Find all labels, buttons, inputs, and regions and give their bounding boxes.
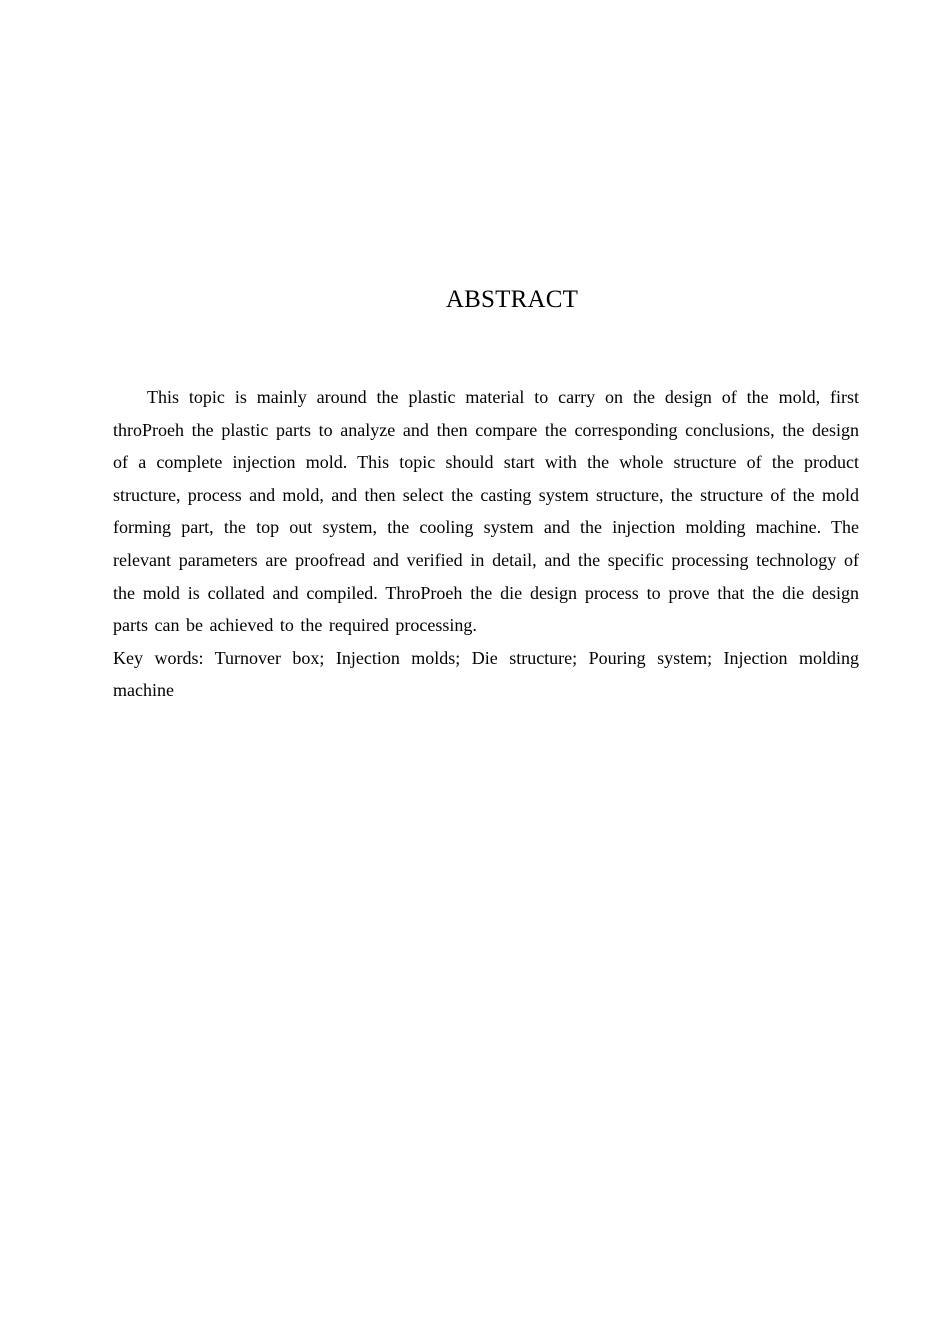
abstract-paragraph: This topic is mainly around the plastic material to carry on the design of the mold, first throProeh the plastic parts to analyze and then compare the corresponding conclusions, the design of a complete injection mold. This topic should start with the whole structure of the product structure, process and mold, and then select the casting system structure, the structure of the mold forming part, the top out system, the cooling system and the injection molding machine. The relevant parameters are proofread and verified in detail, and the specific processing technology of the mold is collated and compiled. ThroProeh the die design process to prove that the die design parts can be achieved to the required processing.	[113, 387, 859, 636]
keywords-line	[113, 642, 859, 707]
abstract-body	[113, 381, 859, 707]
keywords-label: Key words:	[113, 647, 204, 668]
keywords-list: Turnover box; Injection molds; Die structure; Pouring system; Injection molding machine	[113, 647, 859, 701]
abstract-title: ABSTRACT	[445, 286, 579, 313]
